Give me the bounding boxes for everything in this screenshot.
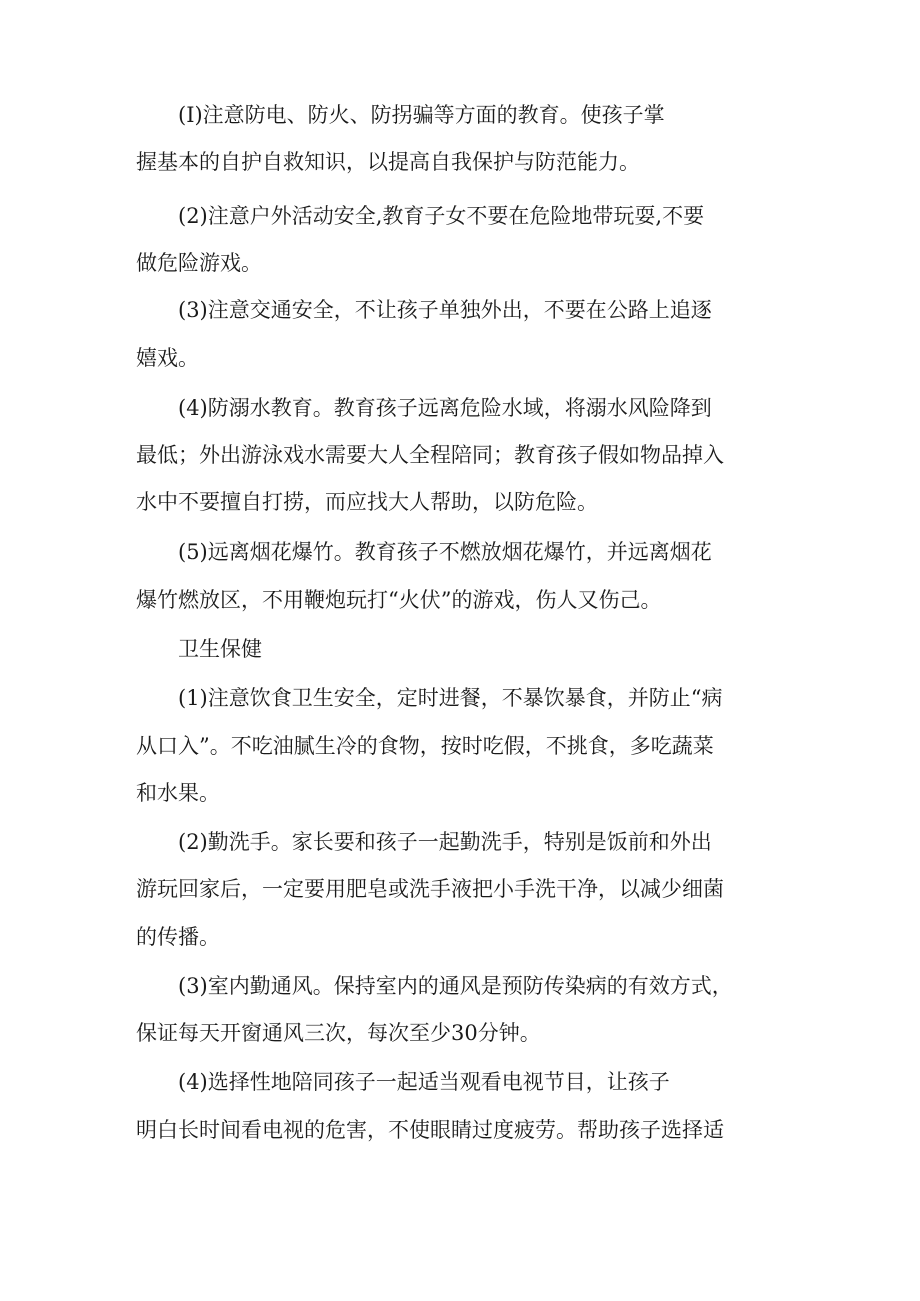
paragraph-line: 爆竹燃放区，不用鞭炮玩打“火伏”的游戏，伤人又伤己。 (136, 588, 662, 612)
paragraph-line: (3)室内勤通风。保持室内的通风是预防传染病的有效方式， (178, 974, 733, 998)
paragraph-line: 和水果。 (136, 781, 220, 805)
paragraph-line: 做危险游戏。 (136, 251, 262, 275)
paragraph-line: (2)注意户外活动安全,教育子女不要在危险地带玩耍,不要 (178, 204, 705, 228)
paragraph-line: (5)远离烟花爆竹。教育孩子不燃放烟花爆竹，并远离烟花 (178, 540, 712, 564)
paragraph-line: (1)注意饮食卫生安全，定时进餐，不暴饮暴食，并防止“病 (178, 686, 723, 710)
paragraph-line: 水中不要擅自打捞，而应找大人帮助，以防危险。 (136, 490, 598, 514)
section-heading: 卫生保健 (178, 637, 262, 661)
paragraph-line: 游玩回家后，一定要用肥皂或洗手液把小手洗干净，以减少细菌 (136, 877, 724, 901)
paragraph-line: 从口入”。不吃油腻生冷的食物，按时吃假，不挑食，多吃蔬菜 (136, 734, 714, 758)
paragraph-line: (3)注意交通安全，不让孩子单独外出，不要在公路上追逐 (178, 298, 712, 322)
paragraph-line: 握基本的自护自救知识，以提高自我保护与防范能力。 (136, 150, 640, 174)
paragraph-line: 最低；外出游泳戏水需要大人全程陪同；教育孩子假如物品掉入 (136, 443, 724, 467)
paragraph-line: 保证每天开窗通风三次，每次至少30分钟。 (136, 1021, 541, 1045)
paragraph-line: (4)选择性地陪同孩子一起适当观看电视节目，让孩子 (178, 1070, 670, 1094)
paragraph-line: (I)注意防电、防火、防拐骗等方面的教育。使孩子掌 (178, 103, 665, 127)
paragraph-line: 的传播。 (136, 925, 220, 949)
paragraph-line: (4)防溺水教育。教育孩子远离危险水域，将溺水风险降到 (178, 396, 712, 420)
paragraph-line: (2)勤洗手。家长要和孩子一起勤洗手，特别是饭前和外出 (178, 830, 712, 854)
paragraph-line: 明白长时间看电视的危害，不使眼睛过度疲劳。帮助孩子选择适 (136, 1118, 724, 1142)
paragraph-line: 嬉戏。 (136, 346, 199, 370)
